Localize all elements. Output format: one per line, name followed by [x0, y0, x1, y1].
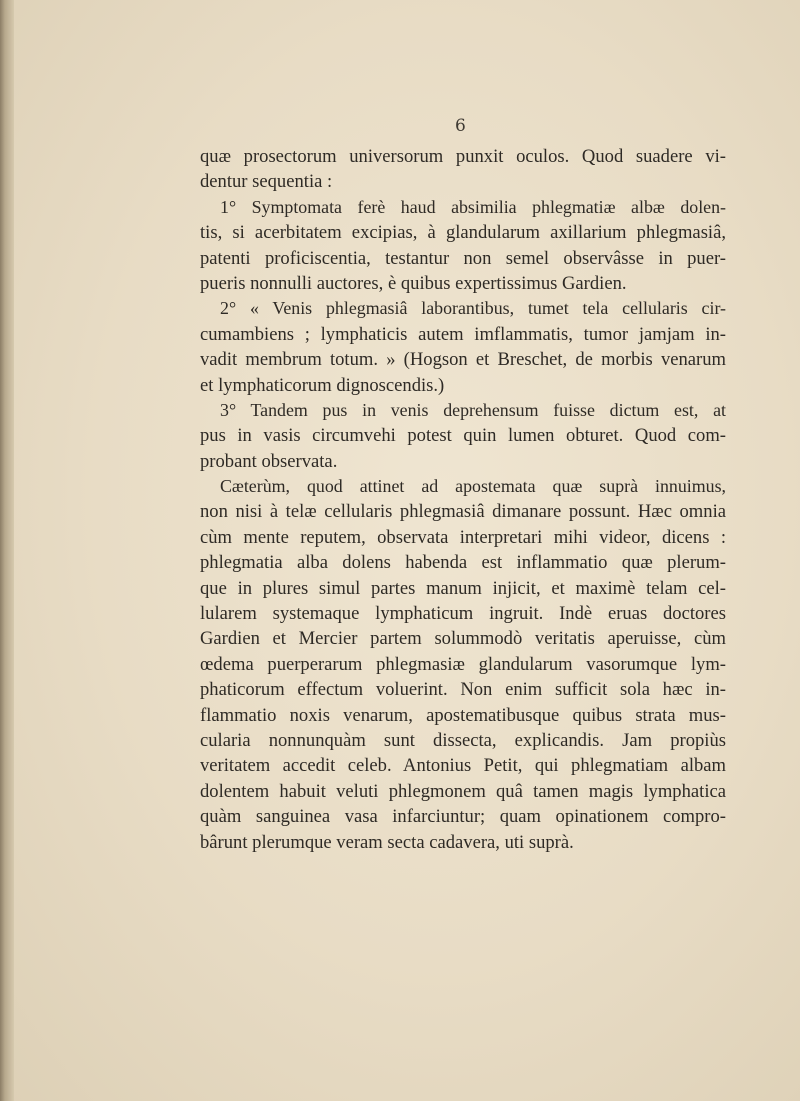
- text-line: quàm sanguinea vasa infarciuntur; quam opinationem compro-: [200, 806, 726, 828]
- text-line: pus in vasis circumvehi potest quin lumen obturet. Quod com-: [200, 425, 726, 447]
- text-line: probant observata.: [200, 450, 338, 472]
- text-line: Gardien et Mercier partem solummodò veritatis aperuisse, cùm: [200, 628, 726, 650]
- binding-edge: [0, 0, 14, 1101]
- text-line: œdema puerperarum phlegmasiæ glandularum vasorumque lym-: [200, 653, 726, 675]
- text-line: veritatem accedit celeb. Antonius Petit, qui phlegmatiam albam: [200, 755, 726, 777]
- paragraph-item-1: [200, 195, 726, 297]
- text-line: bârunt plerumque veram secta cadavera, uti suprà.: [200, 831, 574, 853]
- text-line: non nisi à telæ cellularis phlegmasiâ dimanare possunt. Hæc omnia: [200, 501, 726, 523]
- text-line: que in plures simul partes manum injicit, et maximè telam cel-: [200, 577, 726, 599]
- text-line: lularem systemaque lymphaticum ingruit. Indè eruas doctores: [200, 603, 726, 625]
- body-text: [200, 144, 726, 855]
- paragraph-conclusion: [200, 474, 726, 855]
- text-line: vadit membrum totum. » (Hogson et Breschet, de morbis venarum: [200, 349, 726, 371]
- page-number: 6: [455, 116, 466, 136]
- text-line: patenti proficiscentia, testantur non semel observâsse in puer-: [200, 247, 726, 269]
- text-line: et lymphaticorum dignoscendis.): [200, 374, 445, 396]
- paragraph-item-3: [200, 398, 726, 474]
- text-line: tis, si acerbitatem excipias, à glandularum axillarium phlegmasiâ,: [200, 222, 726, 244]
- text-line: Cæterùm, quod attinet ad apostemata quæ suprà innuimus,: [220, 476, 726, 497]
- text-line: 3° Tandem pus in venis deprehensum fuisse dictum est, at: [220, 399, 726, 420]
- text-line: cumambiens ; lymphaticis autem imflammatis, tumor jamjam in-: [200, 323, 726, 345]
- text-line: flammatio noxis venarum, apostematibusque quibus strata mus-: [200, 704, 726, 726]
- paragraph-item-2: [200, 296, 726, 398]
- text-line: dentur sequentia :: [200, 171, 333, 193]
- text-line: quæ prosectorum universorum punxit oculos. Quod suadere vi-: [200, 146, 726, 167]
- text-line: phlegmatia alba dolens habenda est inflammatio quæ plerum-: [200, 552, 726, 574]
- text-line: cularia nonnunquàm sunt dissecta, explicandis. Jam propiùs: [200, 729, 726, 751]
- text-line: cùm mente reputem, observata interpretari mihi videor, dicens :: [200, 526, 726, 548]
- paragraph-intro: [200, 144, 726, 195]
- text-line: 1° Symptomata ferè haud absimilia phlegmatiæ albæ dolen-: [220, 196, 726, 217]
- text-line: pueris nonnulli auctores, è quibus expertissimus Gardien.: [200, 272, 627, 294]
- text-line: phaticorum effectum voluerint. Non enim sufficit sola hæc in-: [200, 679, 726, 701]
- text-line: 2° « Venis phlegmasiâ laborantibus, tumet tela cellularis cir-: [220, 298, 726, 319]
- text-line: dolentem habuit veluti phlegmonem quâ tamen magis lymphatica: [200, 780, 726, 802]
